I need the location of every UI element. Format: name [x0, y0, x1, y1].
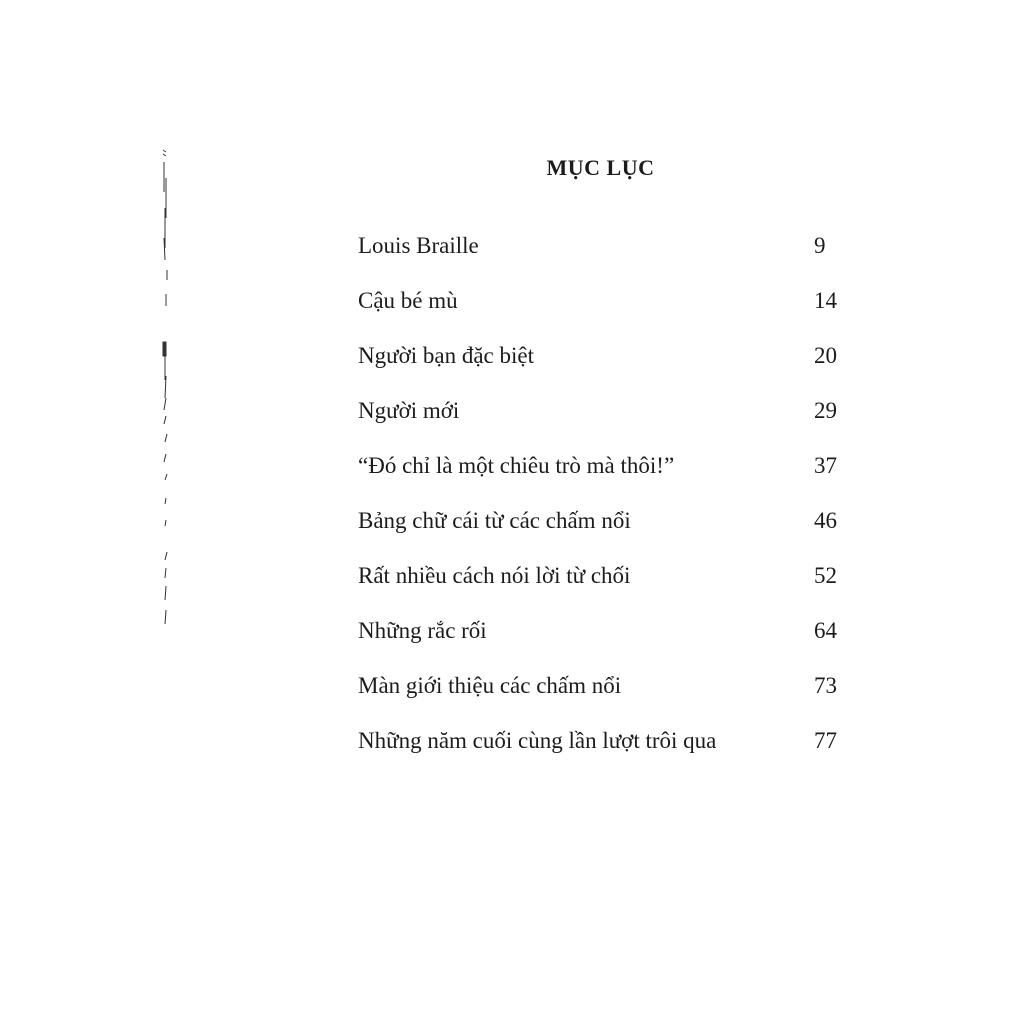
- toc-entry-title: Người mới: [358, 398, 460, 423]
- toc-entry: [358, 449, 843, 504]
- toc-entry-page: 46: [814, 508, 837, 533]
- toc-entry-title: Màn giới thiệu các chấm nổi: [358, 673, 622, 698]
- toc-entry: [358, 394, 843, 449]
- toc-entry: [358, 559, 843, 614]
- toc-entry-title: Những năm cuối cùng lần lượt trôi qua: [358, 728, 717, 753]
- toc-entry: [358, 614, 843, 669]
- toc-entry-page: 20: [814, 343, 837, 368]
- toc-entry-page: 14: [814, 288, 837, 313]
- toc-entry: [358, 229, 843, 284]
- page-binding-edge: [160, 148, 174, 628]
- page-title: MỤC LỤC: [546, 155, 655, 180]
- toc-entry: [358, 669, 843, 724]
- toc-entry-page: 37: [814, 453, 837, 478]
- toc-entry-title: Người bạn đặc biệt: [358, 343, 534, 368]
- toc-entry-title: Louis Braille: [358, 233, 479, 258]
- toc-entry: [358, 504, 843, 559]
- toc-entry-page: 73: [814, 673, 837, 698]
- toc-entry-title: Cậu bé mù: [358, 288, 458, 313]
- toc-entry-title: Bảng chữ cái từ các chấm nổi: [358, 508, 631, 533]
- toc-entry-page: 52: [814, 563, 837, 588]
- toc-entry: [358, 339, 843, 394]
- toc-entry-page: 29: [814, 398, 837, 423]
- table-of-contents: [358, 229, 843, 779]
- toc-entry: [358, 724, 843, 779]
- toc-entry: [358, 284, 843, 339]
- toc-entry-page: 77: [814, 728, 837, 753]
- toc-entry-title: Những rắc rối: [358, 618, 487, 643]
- toc-entry-title: “Đó chỉ là một chiêu trò mà thôi!”: [358, 453, 675, 478]
- toc-entry-page: 9: [814, 233, 826, 258]
- toc-entry-page: 64: [814, 618, 837, 643]
- toc-entry-title: Rất nhiều cách nói lời từ chối: [358, 563, 631, 588]
